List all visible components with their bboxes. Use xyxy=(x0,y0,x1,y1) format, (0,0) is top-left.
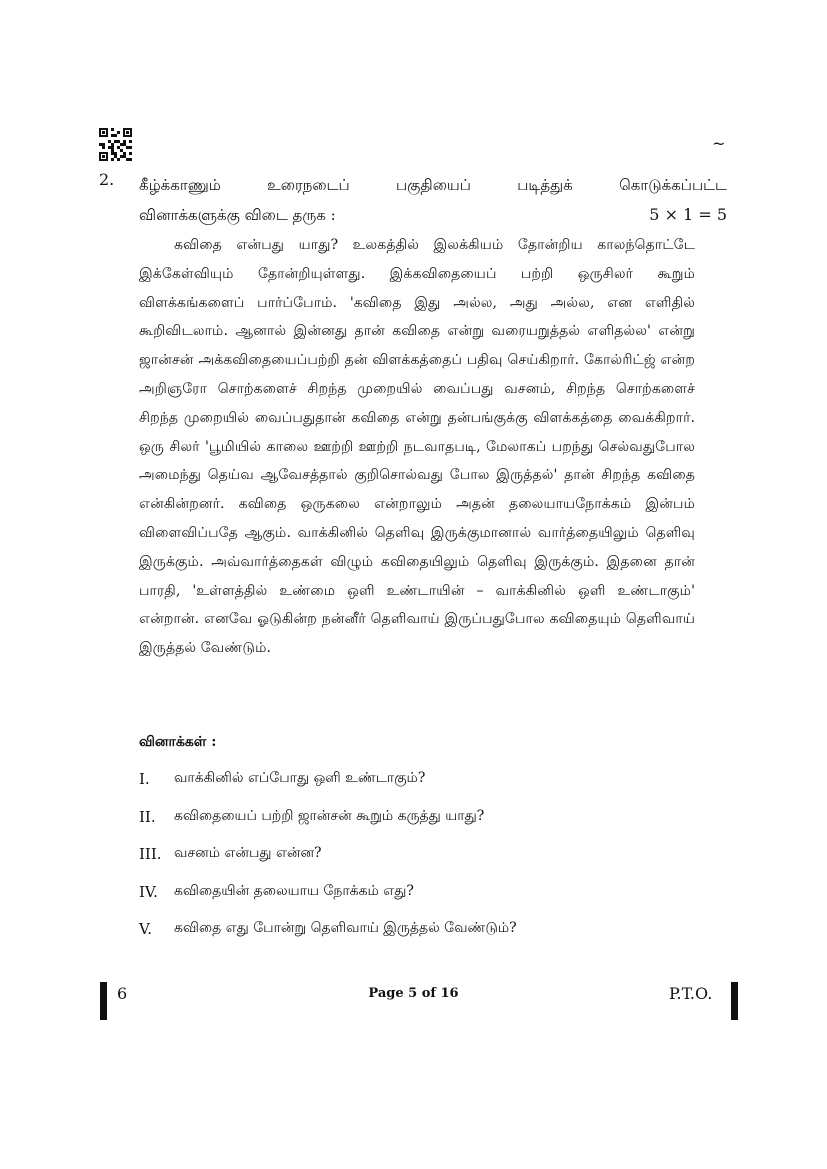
question-item xyxy=(139,883,699,921)
question-number: 2. xyxy=(99,170,115,189)
qr-code-icon xyxy=(99,128,132,161)
question-item xyxy=(139,920,699,958)
question-item-number: IV. xyxy=(139,882,158,901)
question-item-text: வசனம் என்பது என்ன? xyxy=(174,845,322,861)
question-item-number: I. xyxy=(139,770,150,788)
question-item-text: கவிதை எது போன்று தெளிவாய் இருத்தல் வேண்டும்? xyxy=(174,920,517,936)
question-item-text: கவிதையைப் பற்றி ஜான்சன் கூறும் கருத்து யாது? xyxy=(174,807,485,824)
question-item-number: II. xyxy=(139,807,156,826)
instruction-line-1: கீழ்க்காணும் உரைநடைப் பகுதியைப் படித்துக் கொடுக்கப்பட்ட xyxy=(139,176,727,194)
questions-list xyxy=(139,770,699,958)
passage-text: கவிதை என்பது யாது? உலகத்தில் இலக்கியம் தோன்றிய காலந்தொட்டே இக்கேள்வியும் தோன்றியுள்ளது. இக்கவிதையைப் பற்றி ஒருசிலர் கூறும் விளக்கங்களைப் பார்ப்போம். 'கவிதை இது அல்ல, அது அல்ல, என எளிதில் கூறிவிடலாம். ஆனால் இன்னது தான் கவிதை என்று வரையறுத்தல் எளிதல்ல' என்று ஜான்சன் அக்கவிதையைப்பற்றி தன் விளக்கத்தைப் பதிவு செய்கிறார். கோல்ரிட்ஜ் என்ற அறிஞரோ சொற்களைச் சிறந்த முறையில் வைப்பது வசனம், சிறந்த சொற்களைச் சிறந்த முறையில் வைப்பதுதான் கவிதை என்று தன்பங்குக்கு விளக்கத்தை வைக்கிறார். ஒரு சிலர் 'பூமியில் காலை ஊற்றி ஊற்றி நடவாதபடி, மேலாகப் பறந்து செல்வதுபோல அமைந்து தெய்வ ஆவேசத்தால் குறிசொல்வது போல இருத்தல்' தான் சிறந்த கவிதை என்கின்றனர். கவிதை ஒருகலை என்றாலும் அதன் தலையாயநோக்கம் இன்பம் விளைவிப்பதே ஆகும். வாக்கினில் தெளிவு இருக்குமானால் வார்த்தையிலும் தெளிவு இருக்கும். அவ்வார்த்தைகள் விழும் கவிதையிலும் தெளிவு இருக்கும். இதனை தான் பாரதி, 'உள்ளத்தில் உண்மை ஒளி உண்டாயின் – வாக்கினில் ஒளி உண்டாகும்' என்றான். எனவே ஓடுகின்ற நன்னீர் தெளிவாய் இருப்பதுபோல கவிதையும் தெளிவாய் இருத்தல் வேண்டும். xyxy=(139,237,695,657)
instruction-text: வினாக்களுக்கு விடை தருக : xyxy=(139,206,336,224)
question-instruction xyxy=(139,170,727,230)
question-item-number: III. xyxy=(139,845,162,863)
instruction-line-2 xyxy=(139,200,727,230)
footer-left-bar xyxy=(100,982,107,1020)
footer-right-bar xyxy=(731,982,738,1020)
question-item-text: வாக்கினில் எப்போது ஒளி உண்டாகும்? xyxy=(174,770,426,786)
page-number: Page 5 of 16 xyxy=(368,986,459,1001)
question-item-text: கவிதையின் தலையாய நோக்கம் எது? xyxy=(174,882,414,899)
pto-label: P.T.O. xyxy=(669,984,713,1003)
corner-mark: ~ xyxy=(712,134,726,153)
question-item-number: V. xyxy=(139,920,152,938)
marks-label: 5 × 1 = 5 xyxy=(649,205,727,224)
question-item xyxy=(139,770,699,808)
question-item xyxy=(139,808,699,846)
question-item xyxy=(139,845,699,883)
questions-heading: வினாக்கள் : xyxy=(139,734,217,750)
footer-left-number: 6 xyxy=(117,984,128,1003)
